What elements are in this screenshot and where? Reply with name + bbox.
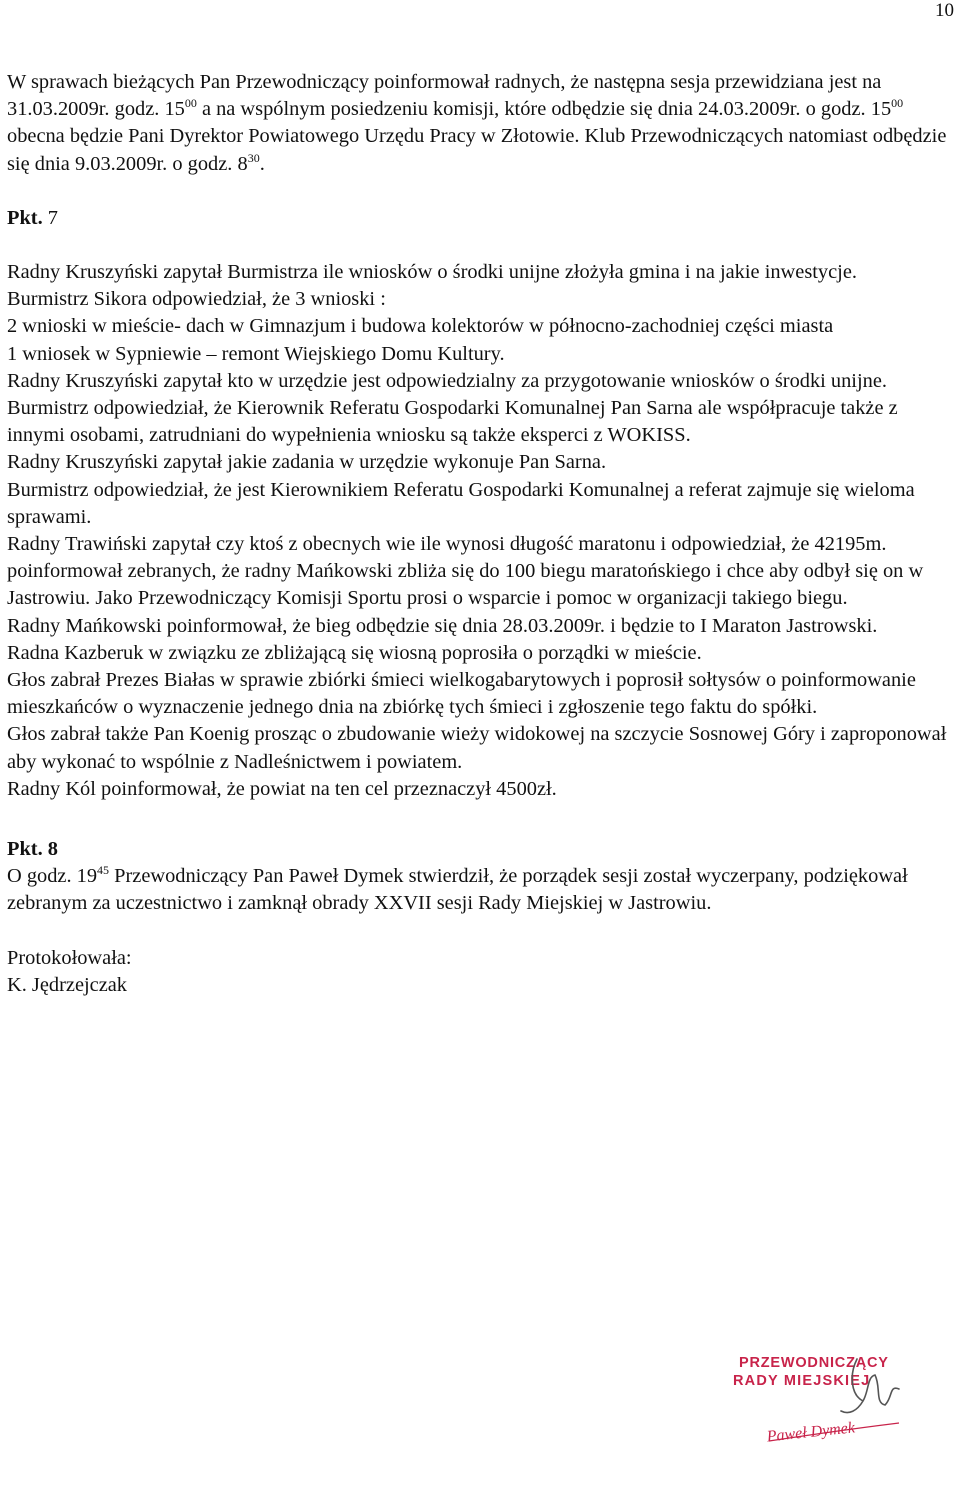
pkt7-heading-label: Pkt.: [7, 206, 43, 229]
signoff-label: Protokołowała:: [7, 946, 132, 969]
spacer: [7, 178, 953, 205]
pkt7-paragraph: Radny Kól poinformował, że powiat na ten cel przeznaczył 4500zł.: [7, 777, 557, 800]
pkt7-paragraph: 1 wniosek w Sypniewie – remont Wiejskiego Domu Kultury.: [7, 342, 505, 365]
spacer: [7, 232, 953, 259]
pkt7-paragraph: Radny Mańkowski poinformował, że bieg odbędzie się dnia 28.03.2009r. i będzie to I Maraton Jastrowski.: [7, 614, 878, 637]
pkt7-paragraph: Radny Trawiński zapytał czy ktoś z obecnych wie ile wynosi długość maratonu i odpowiedział, że 42195m. poinformował zebranych, że radny Mańkowski zbliża się do 100 biegu maratońskiego i chce aby odbył się on w Jastrowiu. Jako Przewodniczący Komisji Sportu prosi o wsparcie i pomoc w organizacji takiego biegu.: [7, 533, 924, 610]
intro-text-a: W sprawach bieżących Pan Przewodniczący poinformował radnych, że następna sesja przewidziana jest na 31.03.2009r. godz. 15: [7, 71, 882, 121]
intro-text-c: obecna będzie Pani Dyrektor Powiatowego Urzędu Pracy w Złotowie. Klub Przewodniczących natomiast odbędzie się dnia 9.03.2009r. o godz. 8: [7, 125, 947, 175]
pkt7-paragraph: Głos zabrał także Pan Koenig prosząc o zbudowanie wieży widokowej na szczycie Sosnowej Góry i zaproponował aby wykonać to wspólnie z Nadleśnictwem i powiatem.: [7, 723, 947, 773]
pkt8-time-minutes: 45: [97, 863, 110, 878]
pkt8-heading: Pkt. 8: [7, 838, 58, 861]
pkt7-paragraph: Radna Kazberuk w związku ze zbliżającą się wiosną poprosiła o porządki w mieście.: [7, 641, 702, 664]
spacer: [7, 803, 953, 836]
stamp-title-line2: RADY MIEJSKIEJ: [733, 1373, 871, 1389]
pkt7-paragraph: 2 wnioski w mieście- dach w Gimnazjum i budowa kolektorów w północno-zachodniej części miasta: [7, 315, 834, 338]
spacer: [7, 918, 953, 945]
stamp-signature-name: Paweł Dymek: [765, 1419, 856, 1446]
pkt7-heading: [7, 205, 953, 232]
intro-paragraph: [7, 69, 953, 178]
pkt7-paragraph: Burmistrz Sikora odpowiedział, że 3 wnioski :: [7, 288, 386, 311]
stamp-ink: [733, 1355, 889, 1389]
pkt7-paragraph: Burmistrz odpowiedział, że jest Kierownikiem Referatu Gospodarki Komunalnej a referat zajmuje się wieloma sprawami.: [7, 478, 915, 528]
intro-time-minutes-b: 00: [891, 96, 904, 111]
document-body: [7, 69, 953, 999]
pkt7-paragraph: Burmistrz odpowiedział, że Kierownik Referatu Gospodarki Komunalnej Pan Sarna ale współpracuje także z innymi osobami, zatrudniani do wypełnienia wniosku są także eksperci z WOKISS.: [7, 397, 898, 447]
intro-time-minutes-c: 30: [247, 150, 260, 165]
pkt7-heading-number: 7: [42, 206, 58, 229]
pkt8-paragraph: [7, 863, 953, 917]
pkt7-paragraph: Radny Kruszyński zapytał Burmistrza ile wniosków o środki unijne złożyła gmina i na jakie inwestycje.: [7, 261, 857, 284]
chairman-stamp: [729, 1345, 929, 1465]
stamp-title-line1: PRZEWODNICZĄCY: [739, 1355, 889, 1371]
pkt8-text-b: Przewodniczący Pan Paweł Dymek stwierdził, że porządek sesji został wyczerpany, podziękował zebranym za uczestnictwo i zamknął obrady XXVII sesji Rady Miejskiej w Jastrowiu.: [7, 865, 908, 915]
intro-text-d: .: [259, 152, 265, 175]
pkt7-paragraph: Głos zabrał Prezes Białas w sprawie zbiórki śmieci wielkogabarytowych i poprosił sołtysów o poinformowanie mieszkańców o wyznaczenie jednego dnia na zbiórkę tych śmieci i zgłoszenie tego faktu do spółki.: [7, 669, 916, 719]
page-number: 10: [935, 0, 954, 21]
intro-text-b: a na wspólnym posiedzeniu komisji, które odbędzie się dnia 24.03.2009r. o godz. 15: [196, 98, 892, 121]
intro-time-minutes-a: 00: [184, 96, 197, 111]
signoff-name: K. Jędrzejczak: [7, 973, 128, 996]
pkt7-paragraph: Radny Kruszyński zapytał jakie zadania w urzędzie wykonuje Pan Sarna.: [7, 451, 607, 474]
pkt8-text-a: O godz. 19: [7, 865, 98, 888]
pkt7-paragraph: Radny Kruszyński zapytał kto w urzędzie jest odpowiedzialny za przygotowanie wniosków o środki unijne.: [7, 369, 887, 392]
